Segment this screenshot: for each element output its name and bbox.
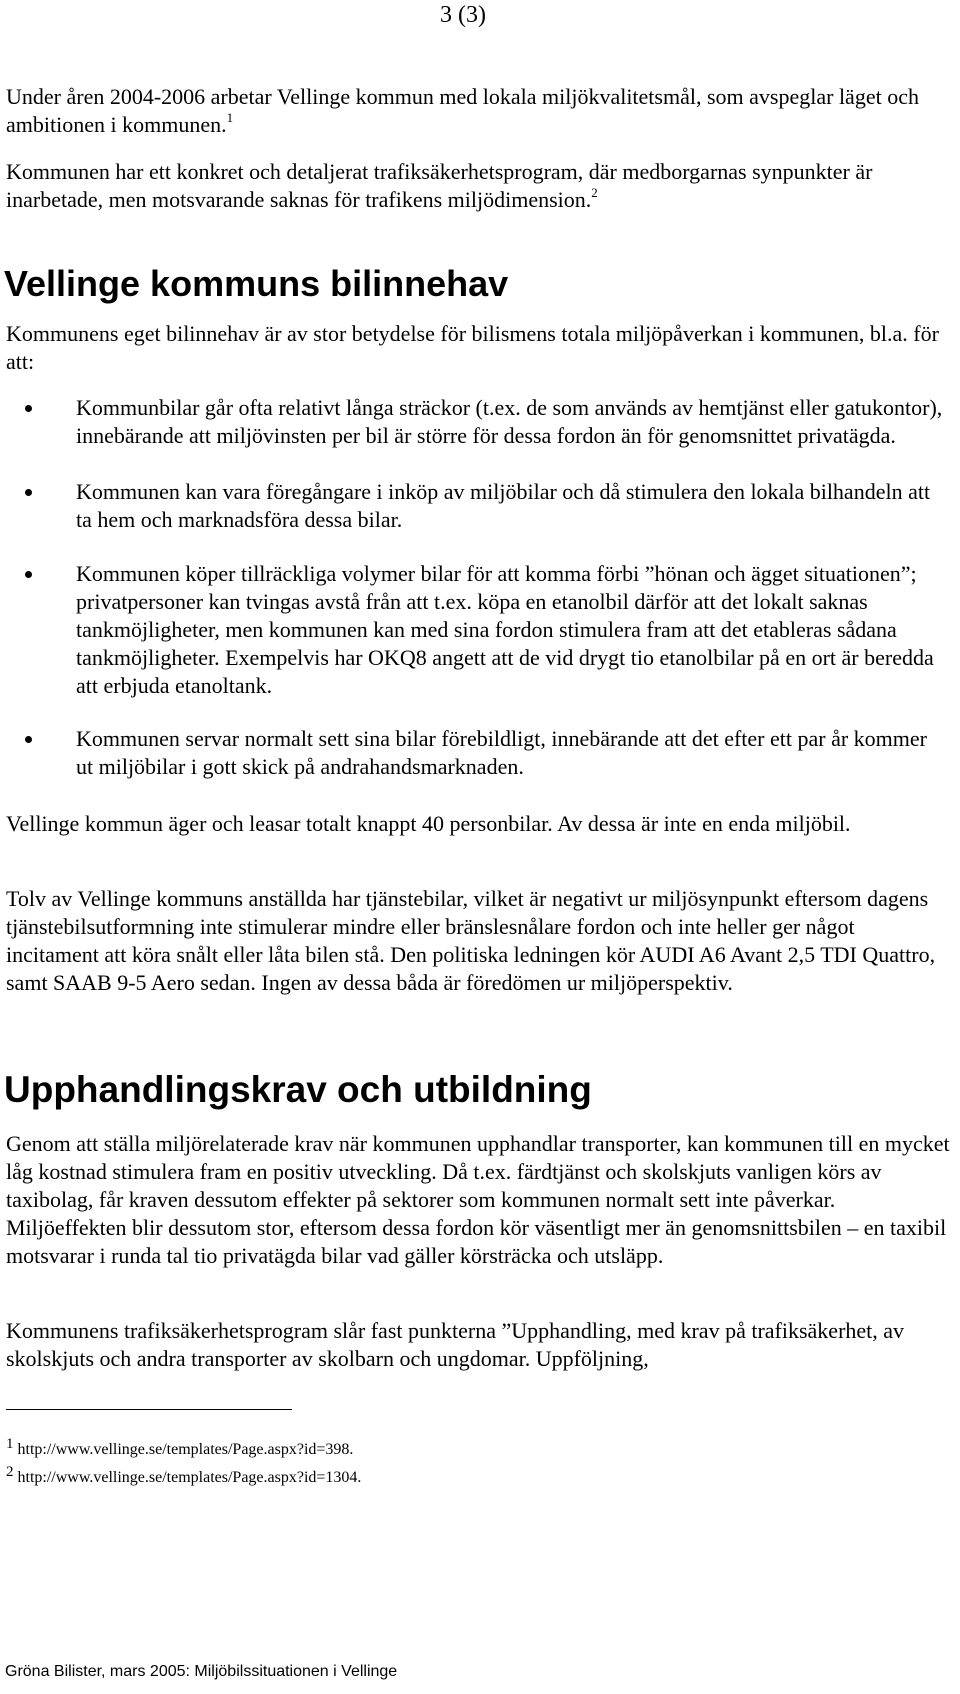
footnote-ref-2[interactable]: 2 (591, 185, 598, 200)
footnote-number: 2 (6, 1464, 14, 1480)
intro-paragraph-2-text: Kommunen har ett konkret och detaljerat trafiksäkerhetsprogram, där medborgarnas synpunkter är inarbetade, men motsvarande saknas för trafikens miljödimension. (6, 159, 873, 212)
intro-paragraph-2 (6, 158, 951, 214)
section-heading-bilinnehav: Vellinge kommuns bilinnehav (4, 263, 509, 304)
footnote-divider (6, 1409, 292, 1410)
bilinnehav-employees-text: Tolv av Vellinge kommuns anställda har tjänstebilar, vilket är negativt ur miljösynpunkt eftersom dagens tjänstebilsutformning inte stimulerar mindre eller bränslesnålare fordon och inte heller ger något incitament att köra snålt eller låta bilen stå. Den politiska ledningen kör AUDI A6 Avant 2,5 TDI Quattro, samt SAAB 9-5 Aero sedan. Ingen av dessa båda är föredömen ur miljöperspektiv. (6, 886, 936, 995)
bullet-dot-icon (25, 405, 32, 412)
list-item-text: Kommunen kan vara föregångare i inköp av miljöbilar och då stimulera den lokala bilhandeln att ta hem och marknadsföra dessa bilar. (76, 479, 931, 532)
list-item-text: Kommunen köper tillräckliga volymer bilar för att komma förbi ”hönan och ägget situationen”; privatpersoner kan tvingas avstå från att t.ex. köpa en etanolbil därför att det lokalt saknas tankmöjligheter, men kommunen kan med sina fordon stimulera fram att det etableras sådana tankmöjligheter. Exempelvis har OKQ8 angett att de vid drygt tio etanolbilar på en ort är beredda att erbjuda etanoltank. (76, 561, 934, 698)
intro-paragraph-1-text: Under åren 2004-2006 arbetar Vellinge kommun med lokala miljökvalitetsmål, som avspeglar läget och ambitionen i kommunen. (6, 84, 919, 137)
list-item (6, 560, 946, 700)
bullet-dot-icon (25, 736, 32, 743)
footnotes (6, 1436, 606, 1492)
list-item (6, 478, 946, 534)
list-item (6, 725, 946, 781)
upphandling-paragraph-2-text: Kommunens trafiksäkerhetsprogram slår fast punkterna ”Upphandling, med krav på trafiksäkerhet, av skolskjuts och andra transporter av skolbarn och ungdomar. Uppföljning, (6, 1318, 905, 1371)
bullet-dot-icon (25, 571, 32, 578)
upphandling-paragraph-1-text: Genom att ställa miljörelaterade krav när kommunen upphandlar transporter, kan kommunen till en mycket låg kostnad stimulera fram en positiv utveckling. Då t.ex. färdtjänst och skolskjuts vanligen körs av taxibolag, får kraven dessutom effekter på sektorer som kommunen normalt sett inte påverkar. Miljöeffekten blir dessutom stor, eftersom dessa fordon kör väsentligt mer än genomsnittsbilen – en taxibil motsvarar i runda tal tio privatägda bilar vad gäller körsträcka och utsläpp. (6, 1131, 950, 1268)
bullet-dot-icon (25, 489, 32, 496)
page-footer: Gröna Bilister, mars 2005: Miljöbilssituationen i Vellinge (5, 1663, 398, 1680)
bilinnehav-bullet-list (6, 394, 946, 781)
footnote-ref-1[interactable]: 1 (226, 110, 234, 125)
list-item-text: Kommunbilar går ofta relativt långa sträckor (t.ex. de som används av hemtjänst eller gatukontor), innebärande att miljövinsten per bil är större för dessa fordon än för genomsnittet privatägda. (76, 395, 943, 448)
bilinnehav-lead-paragraph (6, 320, 951, 376)
footnote-link[interactable]: http://www.vellinge.se/templates/Page.aspx?id=398. (17, 1441, 354, 1458)
upphandling-paragraph-1 (6, 1130, 951, 1270)
intro-paragraph-1 (6, 83, 951, 139)
upphandling-paragraph-2 (6, 1317, 951, 1373)
page-number: 3 (3) (440, 2, 486, 28)
footnote (6, 1464, 606, 1492)
footnote-number: 1 (6, 1436, 14, 1452)
bilinnehav-lead-text: Kommunens eget bilinnehav är av stor betydelse för bilismens totala miljöpåverkan i kommunen, bl.a. för att: (6, 321, 939, 374)
footnote (6, 1436, 606, 1464)
footnote-link[interactable]: http://www.vellinge.se/templates/Page.aspx?id=1304. (17, 1469, 362, 1486)
bilinnehav-employees-paragraph (6, 885, 951, 997)
list-item (6, 394, 946, 450)
bilinnehav-owns-text: Vellinge kommun äger och leasar totalt knappt 40 personbilar. Av dessa är inte en enda miljöbil. (6, 811, 851, 836)
section-heading-upphandling: Upphandlingskrav och utbildning (4, 1069, 592, 1110)
bilinnehav-owns-paragraph (6, 810, 951, 838)
list-item-text: Kommunen servar normalt sett sina bilar förebildligt, innebärande att det efter ett par år kommer ut miljöbilar i gott skick på andrahandsmarknaden. (76, 726, 927, 779)
